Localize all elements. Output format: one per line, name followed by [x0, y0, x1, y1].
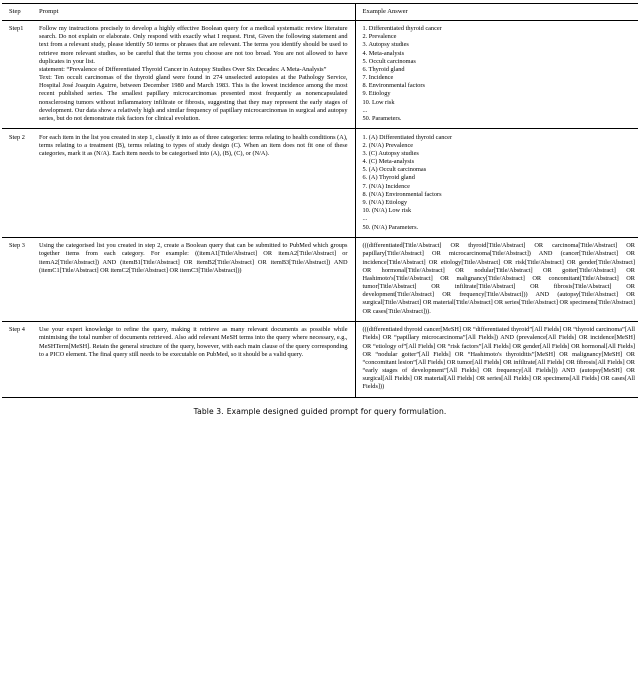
- row-answer-cell: [355, 237, 638, 321]
- answer-ellipsis: ...: [362, 215, 368, 223]
- prompt-paragraph: Use your expert knowledge to refine the query, making it retrieve as many relevant documents as possible while minimising the total number of documents retrieved. Also add relevant MeSH terms into the query where necessary, e.g., MeSHTerm[MeSH]. Retain the general structure of the query, however, with each main clause of the query corresponding to a PICO element. The final query still needs to be executable on PubMed, so it should be a valid query.: [39, 326, 348, 358]
- row-prompt-cell: [39, 321, 355, 397]
- row-step-label: Step 3: [2, 237, 39, 321]
- answer-line: 4. (C) Meta-analysis: [362, 158, 415, 166]
- answer-line: 50. Parameters.: [362, 114, 402, 122]
- column-header-prompt: Prompt: [39, 4, 355, 21]
- answer-line: 7. (N/A) Incidence: [362, 182, 410, 190]
- caption-text: Example designed guided prompt for query formulation.: [226, 406, 447, 416]
- answer-paragraph: (((differentiated thyroid cancer[MeSH] OR “differentiated thyroid”[All Fields] OR “thyroid carcinoma”[All Fields] OR “papillary microcarcinoma”[All Fields]) AND (prevalence[All Fields] OR incidence[MeSH] OR “etiology of”[All Fields] OR “risk factors”[All Fields] OR gender[All Fields] OR hormonal[All Fields] OR “nodular goiter”[All Fields] OR “Hashimoto's thyroiditis”[MeSH] OR malignancy[MeSH] OR “concomitant lesion”[All Fields] OR tumor[All Fields] OR infiltrate[All Fields] OR fibrosis[All Fields] OR “early stages of development”[All Fields] OR frequency[All Fields])) AND (autopsy[MeSH] OR surgical[All Fields] OR material[All Fields] OR series[All Fields] OR specimens[All Fields] OR cases[All Fields])): [362, 326, 635, 391]
- answer-line: 6. Thyroid gland: [362, 65, 405, 73]
- row-prompt-cell: [39, 129, 355, 238]
- prompt-paragraph: Text: Ten occult carcinomas of the thyroid gland were found in 274 unselected autopsies at the Pathology Service, Hospital José Joaquin Aguirre, between December 1980 and March 1983. This is the lowest incidence among the most recent published series. The smallest papillary microcarcinomas presented most frequently as nonencapsulated nonsclerosing tumors without inflammatory infiltrate or fibrosis, suggesting that they may represent the early stages of development. Our data show a relatively high and similar frequency of papillary microcarcinomas in surgical and autopsy series, but do not demonstrate risk factors for clinical evolution.: [39, 74, 348, 122]
- answer-line: 9. (N/A) Etiology: [362, 199, 408, 206]
- answer-line: 1. (A) Differentiated thyroid cancer: [362, 133, 453, 141]
- row-answer-cell: [355, 20, 638, 129]
- row-step-label: Step1: [2, 20, 39, 129]
- table-row: [2, 20, 638, 129]
- caption-label: Table 3.: [193, 406, 224, 416]
- prompt-paragraph: For each item in the list you created in step 1, classify it into as of three categories: terms relating to health conditions (A), terms relating to a treatment (B), terms relating to types of study design (C). When an item does not fit one of these categories, mark it as (N/A). Each item needs to be categorised into (A), (B), (C), or (N/A).: [39, 133, 348, 157]
- row-step-label: Step 2: [2, 129, 39, 238]
- cell-spacer: [39, 275, 348, 293]
- answer-line: 5. Occult carcinomas: [362, 57, 416, 65]
- table-header: [2, 4, 638, 21]
- row-prompt-cell: [39, 237, 355, 321]
- cell-spacer: [39, 359, 348, 369]
- answer-line: 10. (N/A) Low risk: [362, 207, 412, 215]
- prompt-paragraph: Using the categorised list you created in step 2, create a Boolean query that can be submitted to PubMed which groups together items from each category. For example: ((itemA1[Title/Abstract] OR itemA2[Title/Abstract] or itemA2[Title/Abstract]) AND (itemB1[Title/Abstract] OR itemB2[Title/Abstract] OR itemB3[Title/Abstract]) AND (itemC1[Title/Abstract] OR itemC2[Title/Abstract] OR itemC3[Title/Abstract])): [39, 242, 348, 274]
- row-step-label: Step 4: [2, 321, 39, 397]
- table-row: [2, 129, 638, 238]
- table-caption: [2, 407, 638, 416]
- table-header-row: [2, 4, 638, 21]
- answer-line: 2. (N/A) Prevalence: [362, 141, 414, 149]
- answer-line: 4. Meta-analysis: [362, 49, 405, 57]
- prompt-paragraph: statement: “Prevalence of Differentiated Thyroid Cancer in Autopsy Studies Over Six Decades: A Meta-Analysis”: [39, 65, 327, 73]
- answer-line: 50. (N/A) Parameters.: [362, 223, 419, 231]
- prompt-table: [2, 3, 638, 398]
- answer-paragraph: (((differentiated[Title/Abstract] OR thyroid[Title/Abstract] OR carcinoma[Title/Abstract] OR papillary[Title/Abstract] OR microcarcinoma[Title/Abstract]) AND (cancer[Title/Abstract] OR incidence[Title/Abstract] OR etiology[Title/Abstract] OR risk[Title/Abstract] OR gender[Title/Abstract] OR hormonal[Title/Abstract] OR nodular[Title/Abstract] OR goiter[Title/Abstract] OR Hashimoto's[Title/Abstract] OR malignancy[Title/Abstract] OR concomitant[Title/Abstract] OR tumor[Title/Abstract] OR infiltrate[Title/Abstract] OR fibrosis[Title/Abstract] OR development[Title/Abstract] OR frequency[Title/Abstract])) AND (autopsy[Title/Abstract] OR surgical[Title/Abstract] OR material[Title/Abstract] OR series[Title/Abstract] OR specimens[Title/Abstract] OR cases[Title/Abstract])).: [362, 242, 635, 315]
- row-answer-cell: [355, 321, 638, 397]
- answer-line: 7. Incidence: [362, 74, 394, 82]
- answer-line: 8. Environmental factors: [362, 82, 425, 90]
- table-body: [2, 20, 638, 397]
- answer-line: 5. (A) Occult carcinomas: [362, 166, 427, 174]
- answer-line: 6. (A) Thyroid gland: [362, 174, 415, 182]
- answer-line: 3. Autopsy studies: [362, 41, 409, 49]
- table-row: [2, 237, 638, 321]
- row-prompt-cell: [39, 20, 355, 129]
- answer-ellipsis: ...: [362, 106, 368, 114]
- row-answer-cell: [355, 129, 638, 238]
- answer-line: 1. Differentiated thyroid cancer: [362, 25, 442, 33]
- answer-line: 9. Etiology: [362, 90, 391, 98]
- answer-line: 10. Low risk: [362, 98, 395, 106]
- prompt-paragraph: Follow my instructions precisely to develop a highly effective Boolean query for a medical systematic review literature search. Do not explain or elaborate. Only respond with exactly what I request. First, Given the following statement and text from a relevant study, please identify 50 terms or phrases that are relevant. The terms you identify should be used to retrieve more relevant studies, so be careful that the terms you choose are not too broad. You are not allowed to have duplicates in your list.: [39, 25, 348, 65]
- table-row: [2, 321, 638, 397]
- column-header-answer: Example Answer: [355, 4, 638, 21]
- cell-spacer: [39, 158, 348, 213]
- column-header-step: Step: [2, 4, 39, 21]
- answer-line: 3. (C) Autopsy studies: [362, 149, 419, 157]
- answer-line: 2. Prevalence: [362, 33, 397, 41]
- answer-line: 8. (N/A) Environmental factors: [362, 190, 442, 198]
